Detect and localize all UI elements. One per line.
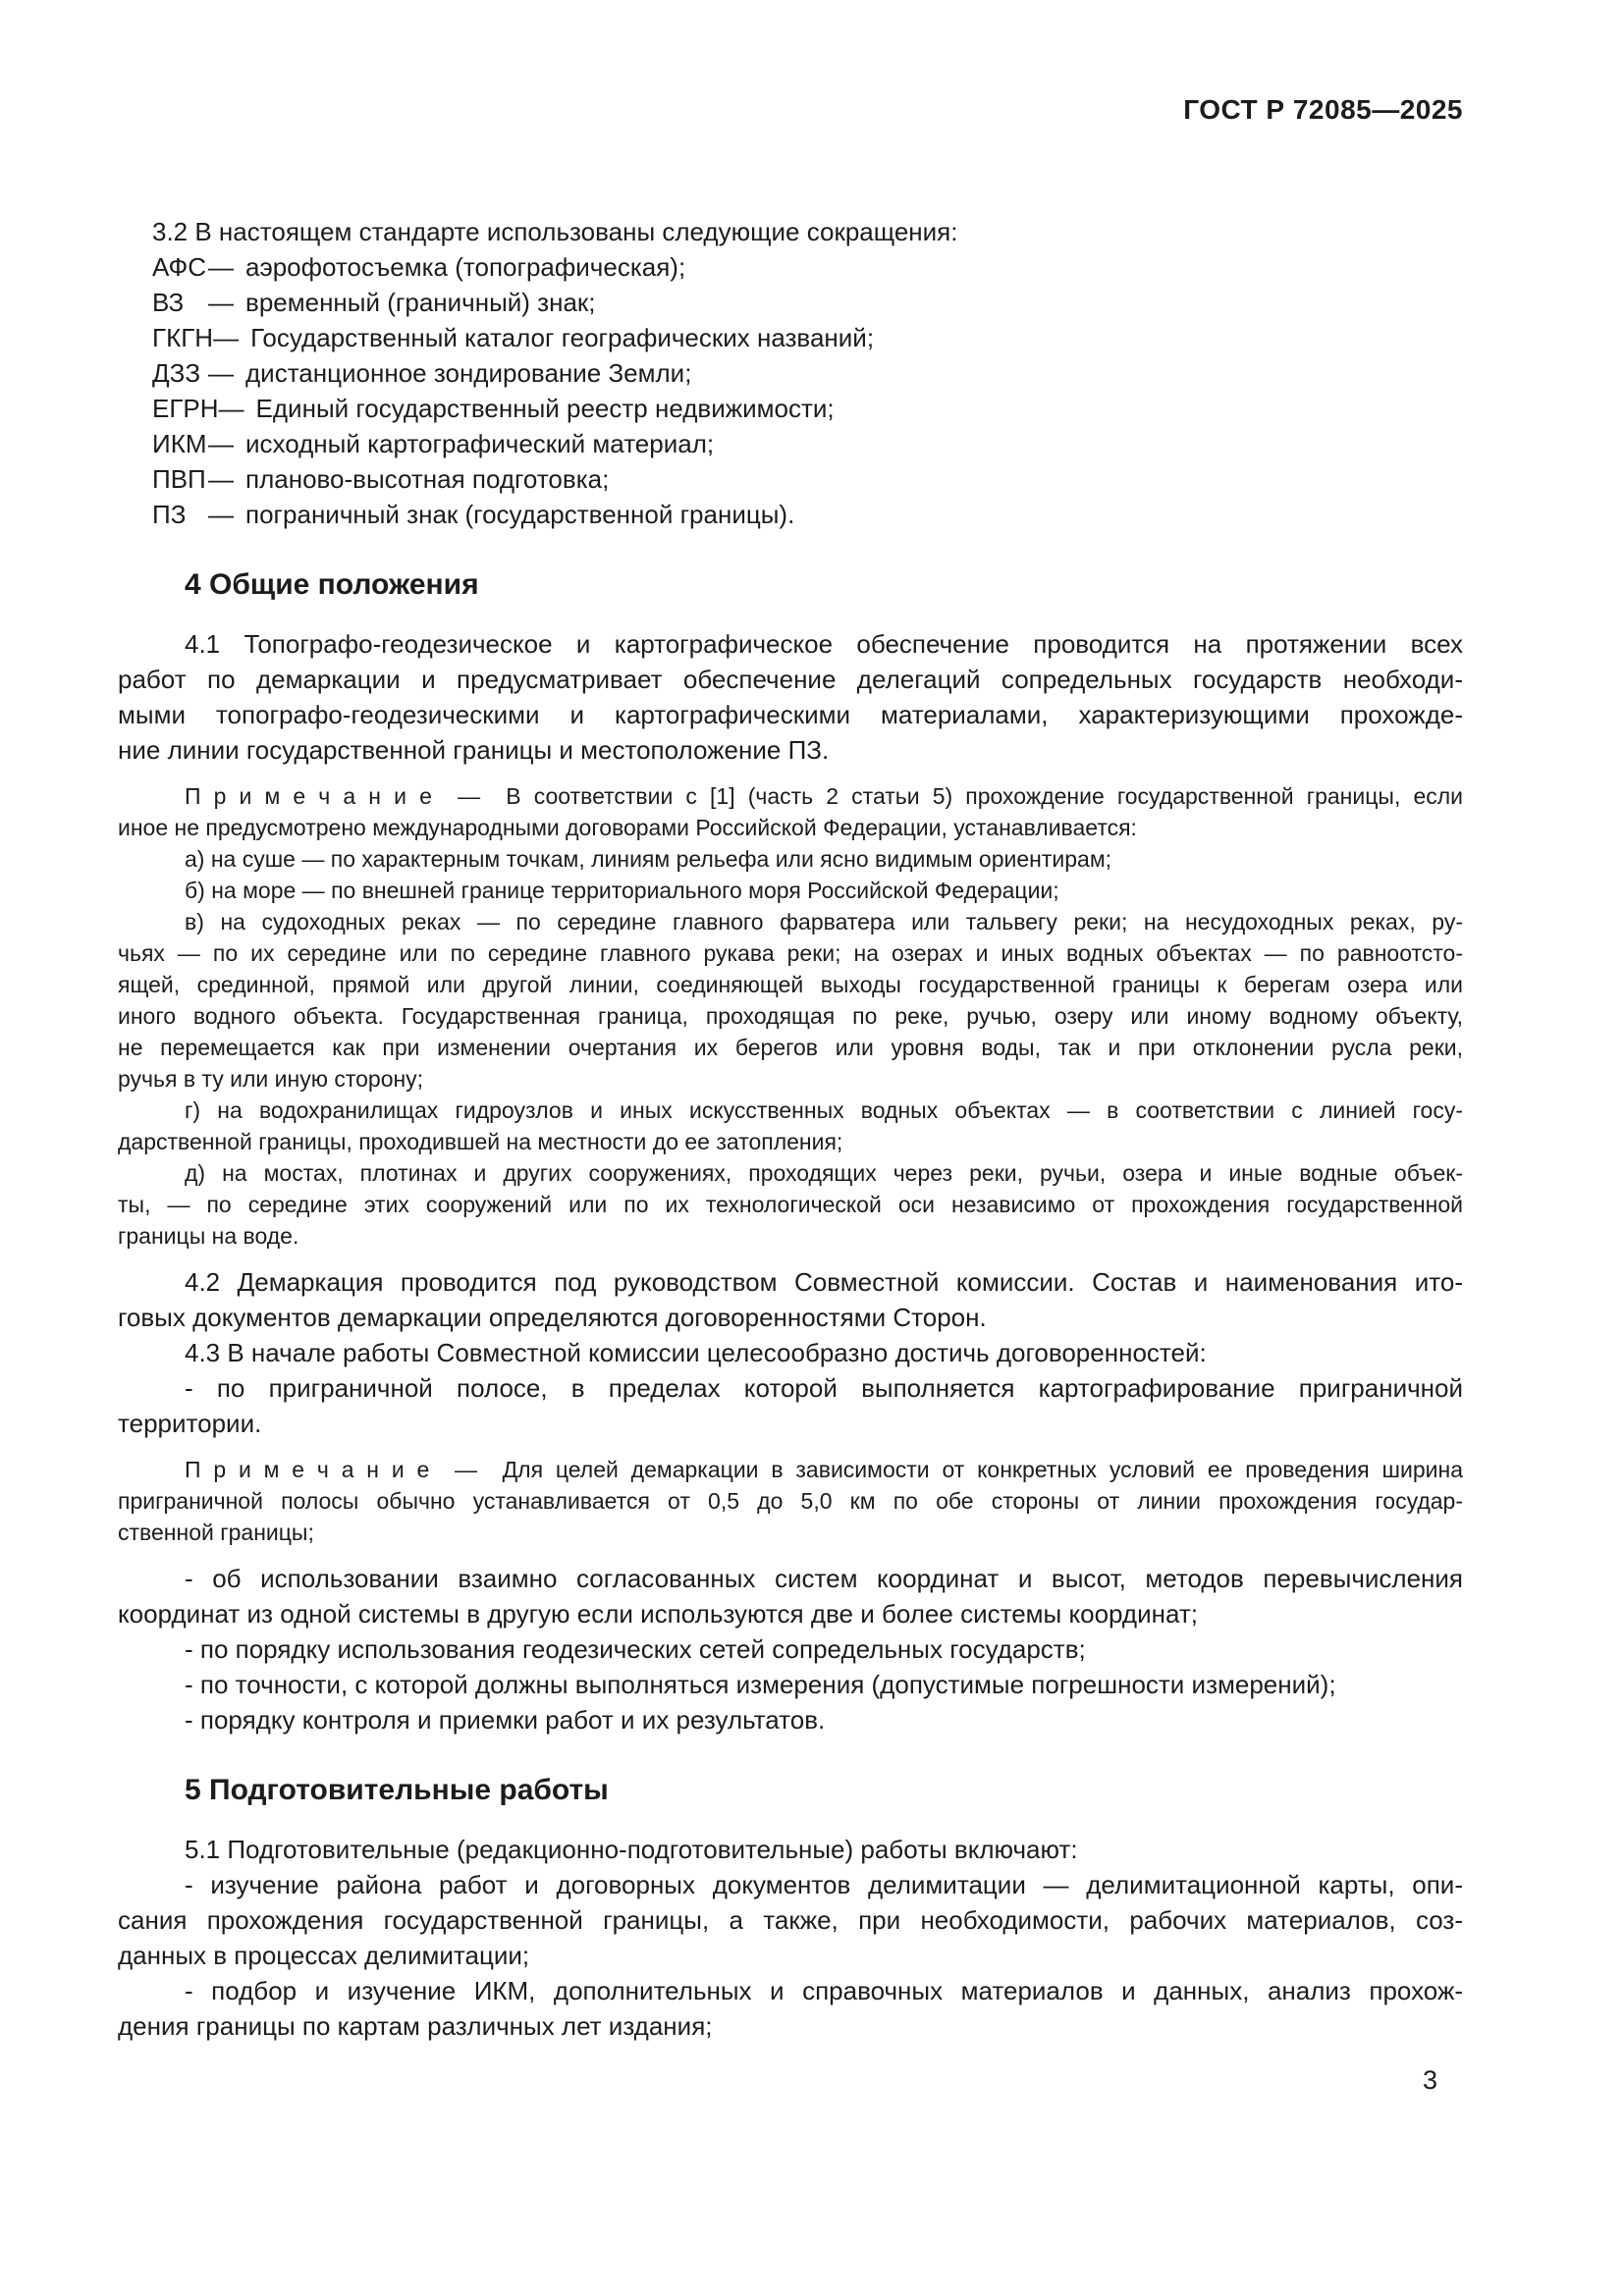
abbreviation-definition: планово-высотная подготовка; — [245, 464, 610, 494]
text-line: работ по демаркации и предусматривает обеспечение делегаций сопредельных государств необходи- — [118, 665, 1463, 694]
text-line: - по порядку использования геодезических сетей сопредельных государств; — [185, 1634, 1086, 1664]
note-4-3 — [118, 1454, 1463, 1548]
text-line: приграничной полосы обычно устанавливается от 0,5 до 5,0 км по обе стороны от линии прохождения государ- — [118, 1488, 1463, 1514]
dash: — — [208, 358, 234, 388]
text-line: 4.1 Топографо-геодезическое и картографическое обеспечение проводится на протяжении всех — [185, 629, 1463, 659]
text-line: дения границы по картам различных лет издания; — [118, 2011, 713, 2041]
heading-section-4: 4 Общие положения — [185, 568, 479, 601]
text-line: ственной границы; — [118, 1520, 314, 1545]
list-4-3-agreements — [118, 1561, 1463, 1737]
text-line: данных в процессах делимитации; — [118, 1941, 530, 1970]
text-line: П р и м е ч а н и е — В соответствии с [1] (часть 2 статьи 5) прохождение государственной границы, если — [185, 783, 1463, 809]
abbreviation-row — [152, 320, 1463, 355]
abbreviation-term: АФС — [152, 252, 207, 282]
abbreviation-row — [152, 497, 1463, 532]
abbreviation-definition: пограничный знак (государственной границы). — [245, 500, 795, 529]
text-line: а) на суше — по характерным точкам, линиям рельефа или ясно видимым ориентирам; — [185, 846, 1112, 872]
text-line: 5.1 Подготовительные (редакционно-подготовительные) работы включают: — [185, 1835, 1078, 1864]
page-number: 3 — [1422, 2065, 1437, 2095]
text-line: не перемещается как при изменении очертания их берегов или уровня воды, так и при отклонении русла реки, — [118, 1035, 1463, 1060]
doc-header — [118, 94, 1463, 126]
text-line: ты, — по середине этих сооружений или по их технологической оси независимо от прохождения государственной — [118, 1192, 1463, 1217]
text-line: мыми топографо-геодезическими и картографическими материалами, характеризующими прохожде- — [118, 700, 1463, 729]
abbreviation-term: ПЗ — [152, 500, 187, 529]
text-line: - по точности, с которой должны выполняться измерения (допустимые погрешности измерений); — [185, 1670, 1336, 1699]
document-content — [118, 214, 1463, 2044]
text-line: координат из одной системы в другую если используются две и более системы координат; — [118, 1599, 1198, 1629]
text-line: чьях — по их середине или по середине главного рукава реки; на озерах и иных водных объектах — по равноотсто- — [118, 940, 1463, 966]
abbreviation-definition: исходный картографический материал; — [245, 429, 715, 458]
paragraph-4-2-4-3 — [118, 1264, 1463, 1441]
text-line: ние линии государственной границы и местоположение ПЗ. — [118, 735, 830, 765]
dash: — — [218, 394, 244, 423]
abbreviation-definition: Единый государственный реестр недвижимости; — [255, 394, 835, 423]
abbreviation-row — [152, 249, 1463, 285]
section-3-2-intro — [118, 214, 1463, 249]
abbreviation-term: ДЗЗ — [152, 358, 201, 388]
text-line: д) на мостах, плотинах и других сооружениях, проходящих через реки, ручьи, озера и иные водные объек- — [185, 1160, 1463, 1186]
abbreviation-term: ПВП — [152, 464, 206, 494]
text-line: П р и м е ч а н и е — Для целей демаркации в зависимости от конкретных условий ее проведения ширина — [185, 1457, 1463, 1482]
text-line: г) на водохранилищах гидроузлов и иных искусственных водных объектах — в соответствии с линией госу- — [185, 1097, 1463, 1123]
text-line: - подбор и изучение ИКМ, дополнительных и справочных материалов и данных, анализ прохож- — [185, 1976, 1463, 2005]
abbreviation-row — [152, 426, 1463, 461]
dash: — — [213, 323, 240, 352]
abbreviation-term: ГКГН — [152, 323, 214, 352]
dash: — — [208, 464, 234, 494]
abbreviation-definition: Государственный каталог географических названий; — [250, 323, 875, 352]
text-line: иного водного объекта. Государственная граница, проходящая по реке, ручью, озеру или иному водному объекту, — [118, 1003, 1463, 1029]
text-line: - по приграничной полосе, в пределах которой выполняется картографирование приграничной — [185, 1373, 1463, 1403]
abbreviation-definition: аэрофотосъемка (топографическая); — [245, 252, 686, 282]
heading-section-5: 5 Подготовительные работы — [185, 1774, 609, 1806]
abbreviation-term: ИКМ — [152, 429, 207, 458]
paragraph-5-1 — [118, 1832, 1463, 2044]
abbreviation-definition: временный (граничный) знак; — [245, 288, 596, 317]
abbreviation-term: ЕГРН — [152, 394, 219, 423]
dash: — — [208, 429, 234, 458]
text-line: ящей, срединной, прямой или другой линии, соединяющей выходы государственной границы к берегам озера или — [118, 972, 1463, 997]
abbreviation-row — [152, 461, 1463, 497]
text-line: 3.2 В настоящем стандарте использованы следующие сокращения: — [152, 217, 958, 246]
text-line: территории. — [118, 1409, 262, 1438]
paragraph-4-1 — [118, 626, 1463, 768]
text-line: 4.3 В начале работы Совместной комиссии целесообразно достичь договоренностей: — [185, 1338, 1207, 1367]
text-line: 4.2 Демаркация проводится под руководством Совместной комиссии. Состав и наименования ито- — [185, 1267, 1463, 1297]
text-line: сания прохождения государственной границы, а также, при необходимости, рабочих материалов, соз- — [118, 1905, 1463, 1935]
standard-code: ГОСТ Р 72085—2025 — [1183, 94, 1463, 125]
dash: — — [208, 288, 234, 317]
abbreviation-row — [152, 391, 1463, 426]
abbreviation-row — [152, 285, 1463, 320]
text-line: б) на море — по внешней границе территориального моря Российской Федерации; — [185, 878, 1059, 903]
text-line: - изучение района работ и договорных документов делимитации — делимитационной карты, опи- — [185, 1870, 1463, 1899]
dash: — — [208, 252, 234, 282]
text-line: в) на судоходных реках — по середине главного фарватера или тальвегу реки; на несудоходных реках, ру- — [185, 909, 1463, 934]
abbreviation-definition: дистанционное зондирование Земли; — [245, 358, 692, 388]
dash: — — [208, 500, 234, 529]
text-line: - порядку контроля и приемки работ и их результатов. — [185, 1705, 826, 1735]
abbreviation-row — [152, 355, 1463, 391]
text-line: говых документов демаркации определяются договоренностями Сторон. — [118, 1303, 987, 1332]
text-line: иное не предусмотрено международными договорами Российской Федерации, устанавливается: — [118, 815, 1137, 840]
text-line: - об использовании взаимно согласованных систем координат и высот, методов перевычисления — [185, 1564, 1463, 1593]
text-line: границы на воде. — [118, 1223, 299, 1249]
abbreviation-term: ВЗ — [152, 288, 185, 317]
text-line: дарственной границы, проходившей на местности до ее затопления; — [118, 1129, 843, 1154]
abbreviation-list — [118, 249, 1463, 532]
text-line: ручья в ту или иную сторону; — [118, 1066, 424, 1092]
note-4-1 — [118, 780, 1463, 1252]
